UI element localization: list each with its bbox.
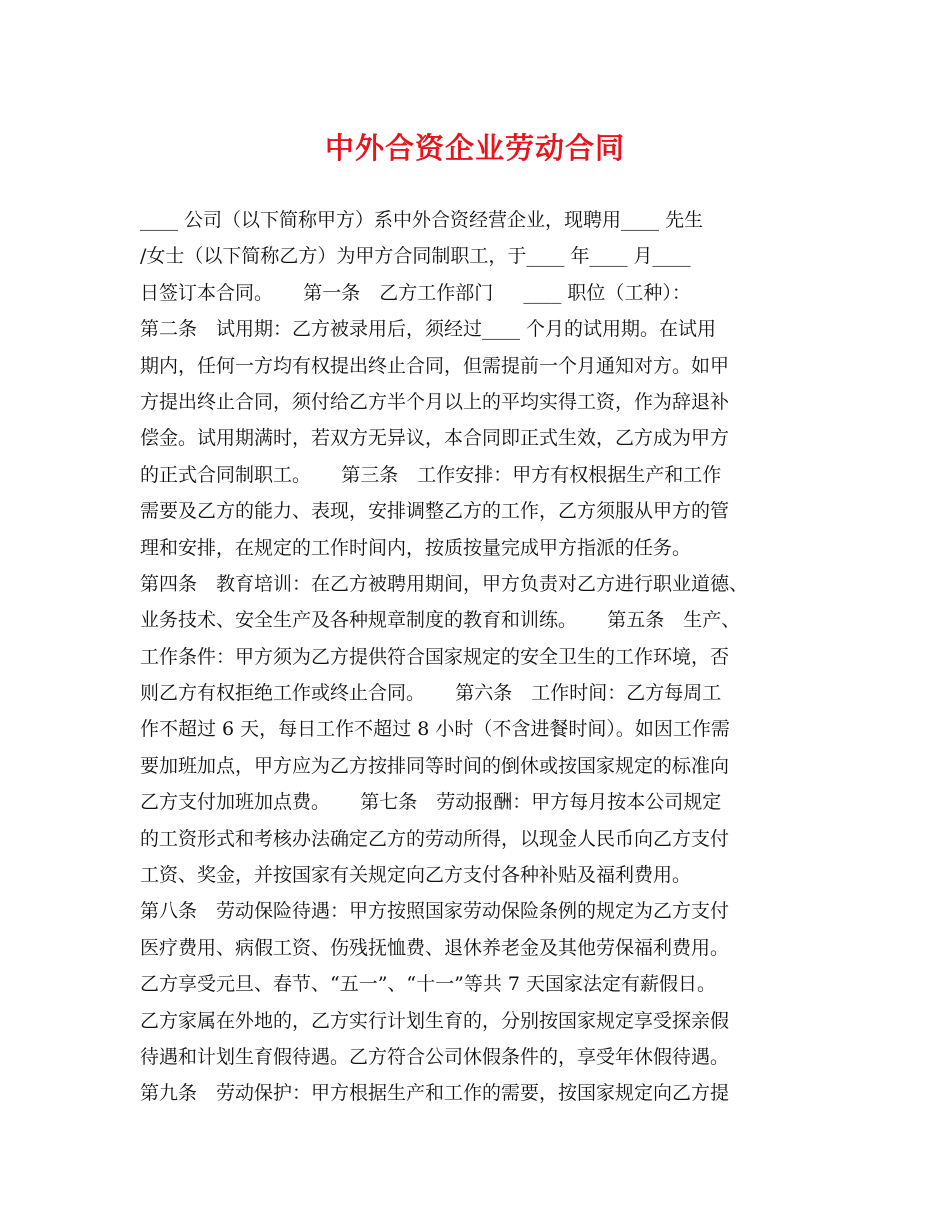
body-line: 的工资形式和考核办法确定乙方的劳动所得，以现金人民币向乙方支付	[140, 827, 730, 850]
body-line: 第二条 试用期：乙方被录用后，须经过____ 个月的试用期。在试用	[140, 318, 717, 341]
body-line: 第四条 教育培训：在乙方被聘用期间，甲方负责对乙方进行职业道德、	[140, 572, 749, 595]
body-line: 工作条件：甲方须为乙方提供符合国家规定的安全卫生的工作环境，否	[140, 645, 730, 668]
document-title: 中外合资企业劳动合同	[324, 131, 625, 165]
body-line: 需要及乙方的能力、表现，安排调整乙方的工作，乙方须服从甲方的管	[140, 500, 730, 523]
body-line: 乙方家属在外地的，乙方实行计划生育的，分别按国家规定享受探亲假	[140, 1009, 730, 1032]
body-line: 期内，任何一方均有权提出终止合同，但需提前一个月通知对方。如甲	[140, 354, 730, 377]
body-line: 待遇和计划生育假待遇。乙方符合公司休假条件的，享受年休假待遇。	[140, 1045, 730, 1068]
body-line: 日签订本合同。 第一条 乙方工作部门 ____ 职位（工种）：	[140, 281, 691, 304]
body-line: 则乙方有权拒绝工作或终止合同。 第六条 工作时间：乙方每周工	[140, 682, 722, 705]
body-line: 第八条 劳动保险待遇：甲方按照国家劳动保险条例的规定为乙方支付	[140, 900, 730, 923]
body-line: 理和安排，在规定的工作时间内，按质按量完成甲方指派的任务。	[140, 536, 692, 559]
body-line: 作不超过 6 天，每日工作不超过 8 小时（不含进餐时间）。如因工作需	[140, 718, 730, 741]
body-line: 乙方支付加班加点费。 第七条 劳动报酬：甲方每月按本公司规定	[140, 791, 722, 814]
body-line: /女士（以下简称乙方）为甲方合同制职工，于____ 年____ 月____	[140, 245, 691, 268]
body-line: 方提出终止合同，须付给乙方半个月以上的平均实得工资，作为辞退补	[140, 390, 730, 413]
body-line: 医疗费用、病假工资、伤残抚恤费、退休养老金及其他劳保福利费用。	[140, 936, 730, 959]
body-line: 工资、奖金，并按国家有关规定向乙方支付各种补贴及福利费用。	[140, 864, 692, 887]
body-line: ____ 公司（以下简称甲方）系中外合资经营企业，现聘用____ 先生	[140, 209, 704, 231]
body-line: 乙方享受元旦、春节、“五一”、“十一”等共 7 天国家法定有薪假日。	[140, 973, 717, 996]
body-line: 要加班加点，甲方应为乙方按排同等时间的倒休或按国家规定的标准向	[140, 754, 730, 777]
body-line: 业务技术、安全生产及各种规章制度的教育和训练。 第五条 生产、	[140, 609, 741, 632]
body-line: 的正式合同制职工。 第三条 工作安排：甲方有权根据生产和工作	[140, 463, 722, 486]
body-line: 偿金。试用期满时，若双方无异议，本合同即正式生效，乙方成为甲方	[140, 427, 730, 450]
contract-body	[140, 202, 830, 1112]
body-line: 第九条 劳动保护：甲方根据生产和工作的需要，按国家规定向乙方提	[140, 1082, 730, 1105]
